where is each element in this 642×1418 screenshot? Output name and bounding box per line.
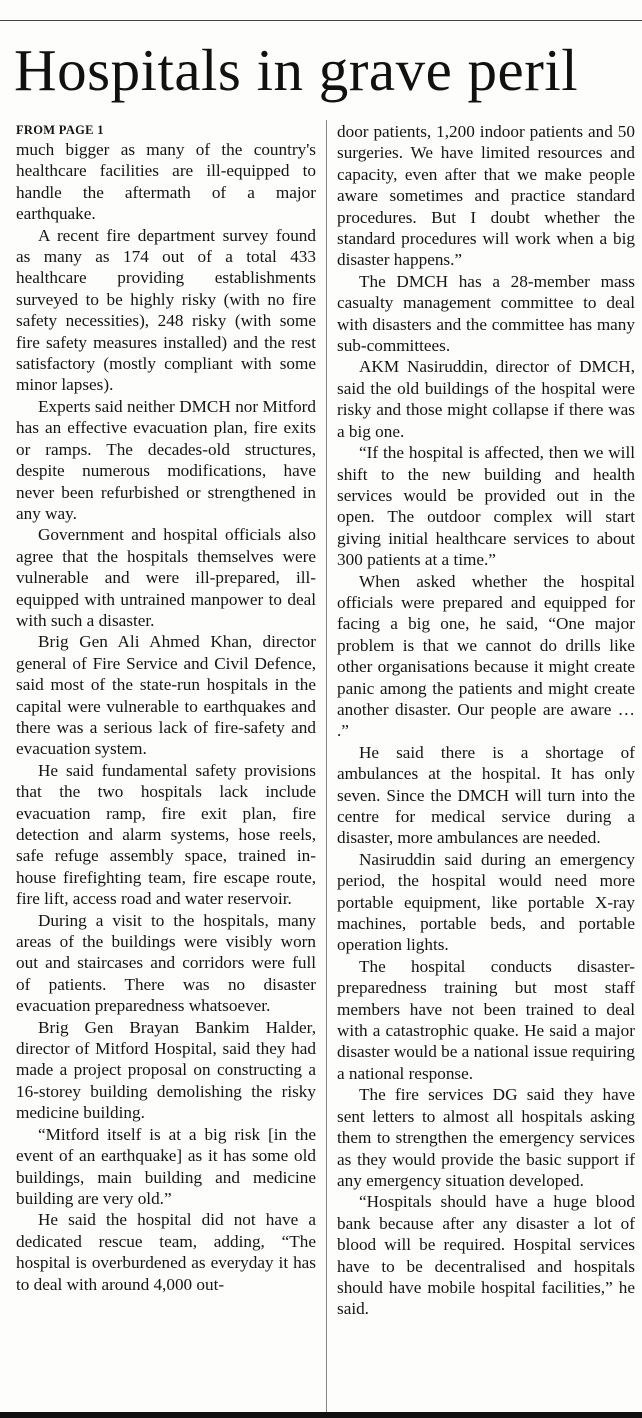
article-column-left bbox=[16, 121, 316, 1295]
paragraph: The hospital conducts disaster-preparedness training but most staff members have not been trained to deal with a catastrophic quake. He said a major disaster would be a national issue requiring a national response. bbox=[337, 956, 635, 1083]
paragraph: He said the hospital did not have a dedicated rescue team, adding, “The hospital is overburdened as everyday it has to deal with around 4,000 out- bbox=[16, 1210, 316, 1294]
bottom-edge-bar bbox=[0, 1412, 642, 1418]
paragraph: Brig Gen Brayan Bankim Halder, director of Mitford Hospital, said they had made a project proposal on constructing a 16-storey building demolishing the risky medicine building. bbox=[16, 1017, 316, 1123]
headline: Hospitals in grave peril bbox=[14, 37, 579, 103]
paragraph: The DMCH has a 28-member mass casualty management committee to deal with disasters and the committee has many sub-committees. bbox=[337, 271, 635, 356]
paragraph: “Mitford itself is at a big risk [in the event of an earthquake] as it has some old buildings, main building and medicine building are very old.” bbox=[16, 1124, 316, 1208]
paragraph: During a visit to the hospitals, many areas of the buildings were visibly worn out and staircases and corridors were full of patients. There was no disaster evacuation preparedness whatsoever. bbox=[16, 910, 316, 1016]
paragraph: Experts said neither DMCH nor Mitford has an effective evacuation plan, fire exits or ramps. The decades-old structures, despite numerous modifications, have never been refurbished or strengthened in any way. bbox=[16, 396, 316, 523]
paragraph: The fire services DG said they have sent letters to almost all hospitals asking them to strengthen the emergency services as they would provide the basic support if any emergency situation developed. bbox=[337, 1085, 635, 1190]
paragraph: door patients, 1,200 indoor patients and 50 surgeries. We have limited resources and capacity, even after that we make people aware sometimes and practice standard procedures. But I doubt whether the standard procedures will work when a big disaster happens.” bbox=[337, 122, 635, 270]
column-divider bbox=[326, 120, 327, 1418]
paragraph: “If the hospital is affected, then we will shift to the new building and health services would be provided out in the open. The outdoor complex will start giving initial healthcare services to about 300 patients at a time.” bbox=[337, 443, 635, 570]
article-column-right bbox=[337, 121, 635, 1320]
paragraph: He said fundamental safety provisions that the two hospitals lack include evacuation ramp, fire exit plan, fire detection and alarm systems, hose reels, safe refuge assembly space, trained in-house firefighting team, fire escape route, fire lift, access road and water reservoir. bbox=[16, 760, 316, 909]
paragraph: He said there is a shortage of ambulances at the hospital. It has only seven. Since the DMCH will turn into the centre for medical service during a disaster, more ambulances are needed. bbox=[337, 742, 635, 848]
paragraph: Brig Gen Ali Ahmed Khan, director general of Fire Service and Civil Defence, said most of the state-run hospitals in the capital were vulnerable to earthquakes and there was a serious lack of fire-safety and evacuation system. bbox=[16, 632, 316, 759]
top-rule bbox=[0, 20, 642, 21]
paragraph: AKM Nasiruddin, director of DMCH, said the old buildings of the hospital were risky and those might collapse if there was a big one. bbox=[337, 357, 635, 441]
paragraph: much bigger as many of the country's healthcare facilities are ill-equipped to handle the aftermath of a major earthquake. bbox=[16, 140, 316, 224]
paragraph: When asked whether the hospital officials were prepared and equipped for facing a big one, he said, “One major problem is that we cannot do drills like other organisations because it might create panic among the patients and might create another disaster. Our people are aware … .” bbox=[337, 571, 635, 741]
paragraph: “Hospitals should have a huge blood bank because after any disaster a lot of blood will be required. Hospital services have to be decentralised and hospitals should have mobile hospital facilities,” he said. bbox=[337, 1192, 635, 1319]
paragraph: Nasiruddin said during an emergency period, the hospital would need more portable equipment, like portable X-ray machines, portable beds, and portable operation lights. bbox=[337, 849, 635, 955]
paragraph: A recent fire department survey found as many as 174 out of a total 433 healthcare providing establishments surveyed to be highly risky (with no fire safety necessities), 248 risky (with some fire safety measures installed) and the rest satisfactory (mostly compliant with some minor lapses). bbox=[16, 225, 316, 395]
paragraph: Government and hospital officials also agree that the hospitals themselves were vulnerable and were ill-prepared, ill-equipped with untrained manpower to deal with such a disaster. bbox=[16, 525, 316, 630]
kicker-from-page: FROM PAGE 1 bbox=[16, 123, 104, 137]
